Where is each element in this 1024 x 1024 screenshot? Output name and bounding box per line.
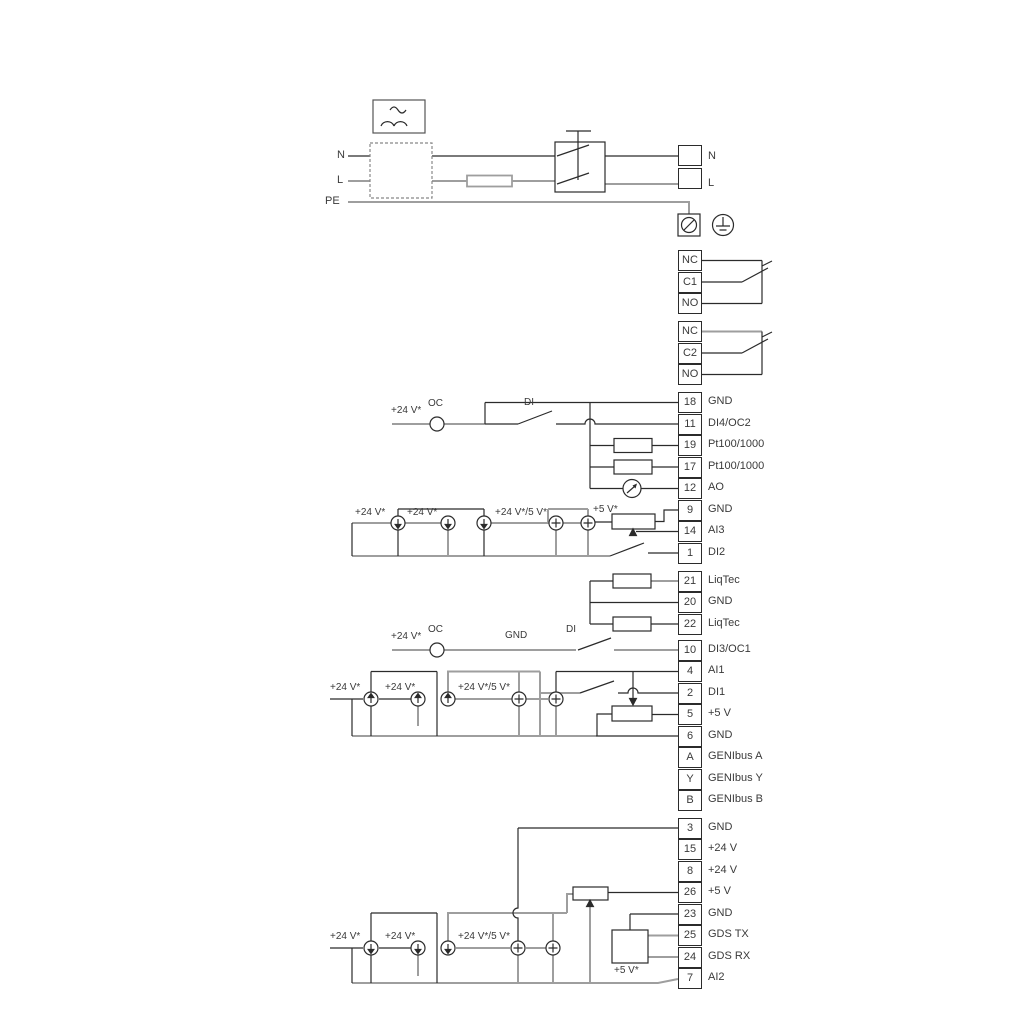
- terminal-cell: B: [678, 790, 702, 811]
- terminal-cell: 3: [678, 818, 702, 839]
- terminal-cell: 17: [678, 457, 702, 478]
- terminal-label: AI1: [708, 664, 725, 676]
- di-label: DI: [524, 397, 534, 408]
- relay1-cell-nc: NC: [678, 250, 702, 271]
- relay1-cell-no: NO: [678, 293, 702, 314]
- terminal-label: GENIbus Y: [708, 771, 763, 784]
- resistor-liqtec-22: [613, 617, 651, 631]
- ac-dc-converter-icon: [373, 100, 425, 133]
- terminal-cell: 2: [678, 683, 702, 704]
- terminal-cell: 24: [678, 947, 702, 968]
- terminal-label: GND: [708, 906, 733, 919]
- terminal-cell: 25: [678, 925, 702, 946]
- oc-label: OC: [428, 398, 443, 409]
- voltage-label: +24 V*: [385, 931, 416, 942]
- relay2-cell-nc: NC: [678, 321, 702, 342]
- terminal-cell: 8: [678, 861, 702, 882]
- terminal-label: GND: [708, 728, 733, 741]
- resistor-pt100-17: [614, 460, 652, 474]
- label-pe: PE: [325, 195, 340, 207]
- potentiometer-ai3: [612, 514, 655, 529]
- terminal-cell: Y: [678, 769, 702, 790]
- terminal-cell: 4: [678, 661, 702, 682]
- label-n-in: N: [337, 149, 345, 161]
- voltage-label: +24 V*: [330, 931, 361, 942]
- main-switch-blades: [557, 131, 591, 184]
- terminal-cell: 11: [678, 414, 702, 435]
- terminal-label: Pt100/1000: [708, 459, 765, 472]
- voltage-label: +24 V*: [330, 682, 361, 693]
- terminal-label: DI4/OC2: [708, 416, 751, 429]
- fuse: [467, 176, 512, 187]
- terminal-label: GND: [708, 820, 733, 833]
- terminal-cell: 19: [678, 435, 702, 456]
- up-arrow-glyphs: [368, 694, 451, 704]
- terminal-cell: 6: [678, 726, 702, 747]
- terminal-label: GENIbus A: [708, 750, 763, 762]
- terminal-label: GND: [708, 502, 733, 515]
- terminal-cell: 18: [678, 392, 702, 413]
- relay1-cell-c1: C1: [678, 272, 702, 293]
- terminal-label: +5 V: [708, 885, 731, 897]
- terminal-cell: 23: [678, 904, 702, 925]
- wiper-arrow-ai2: [587, 900, 594, 906]
- terminal-cell: 21: [678, 571, 702, 592]
- relay2-cell-no: NO: [678, 364, 702, 385]
- terminal-label: GDS TX: [708, 928, 749, 940]
- power-terminal-cell-n: [678, 145, 702, 166]
- relay1-contact: [702, 261, 772, 304]
- relay2-cell-c2: C2: [678, 343, 702, 364]
- terminal-cell: 15: [678, 839, 702, 860]
- relay2-contact: [702, 332, 772, 375]
- voltage-label: +24 V*/5 V*: [495, 507, 547, 518]
- terminal-label: GENIbus B: [708, 793, 764, 805]
- oc-label: OC: [428, 624, 443, 635]
- resistor-liqtec-21: [613, 574, 651, 588]
- voltage-label: +5 V*: [593, 504, 618, 515]
- terminal-cell: 20: [678, 592, 702, 613]
- terminal-cell: 5: [678, 704, 702, 725]
- terminal-cell: 14: [678, 521, 702, 542]
- oc-circle-di3: [430, 643, 444, 657]
- potentiometer-ai1: [612, 706, 652, 721]
- terminal-cell: 22: [678, 614, 702, 635]
- terminal-label: GDS RX: [708, 949, 751, 962]
- terminal-label: DI2: [708, 545, 726, 558]
- voltage-label: +24 V*: [385, 682, 416, 693]
- resistor-pt100-19: [614, 439, 652, 453]
- terminal-cell: 1: [678, 543, 702, 564]
- voltage-label: +24 V*: [391, 405, 422, 416]
- di-label: DI: [566, 624, 576, 635]
- terminal-label: LiqTec: [708, 616, 740, 629]
- terminal-label: +5 V: [708, 707, 731, 719]
- oc-circle-di4: [430, 417, 444, 431]
- voltage-label: +24 V*/5 V*: [458, 682, 510, 693]
- terminal-label: AO: [708, 481, 724, 493]
- rcd-box: [370, 143, 432, 198]
- terminal-cell: 12: [678, 478, 702, 499]
- terminal-cell: 10: [678, 640, 702, 661]
- gnd-label: GND: [505, 630, 528, 641]
- terminal-cell: A: [678, 747, 702, 768]
- terminal-cell: 9: [678, 500, 702, 521]
- power-terminal-label-l: L: [708, 177, 715, 189]
- main-switch-box: [555, 142, 605, 192]
- voltage-label: +24 V*: [391, 631, 422, 642]
- terminal-label: +24 V: [708, 842, 738, 854]
- label-l-in: L: [337, 174, 344, 186]
- terminal-label: AI3: [708, 524, 725, 536]
- wiper-arrow-ai3: [630, 529, 637, 536]
- potentiometer-ai2: [573, 887, 608, 900]
- terminal-label: LiqTec: [708, 573, 740, 586]
- gds-sensor-box: [612, 930, 648, 963]
- terminal-cell: 7: [678, 968, 702, 989]
- terminal-label: AI2: [708, 971, 725, 983]
- terminal-label: Pt100/1000: [708, 438, 765, 450]
- terminal-label: DI3/OC1: [708, 642, 751, 655]
- terminal-label: +24 V: [708, 863, 738, 876]
- terminal-label: GND: [708, 595, 733, 607]
- wiper-arrow-ai1: [630, 699, 637, 706]
- terminal-label: GND: [708, 395, 733, 407]
- voltage-label: +24 V*/5 V*: [458, 931, 510, 942]
- power-terminal-cell-l: [678, 168, 702, 189]
- terminal-label: DI1: [708, 685, 726, 698]
- voltage-label: +24 V*: [407, 507, 438, 518]
- power-terminal-label-n: N: [708, 150, 716, 162]
- voltage-label: +5 V*: [614, 965, 639, 976]
- voltage-label: +24 V*: [355, 507, 386, 518]
- terminal-cell: 26: [678, 882, 702, 903]
